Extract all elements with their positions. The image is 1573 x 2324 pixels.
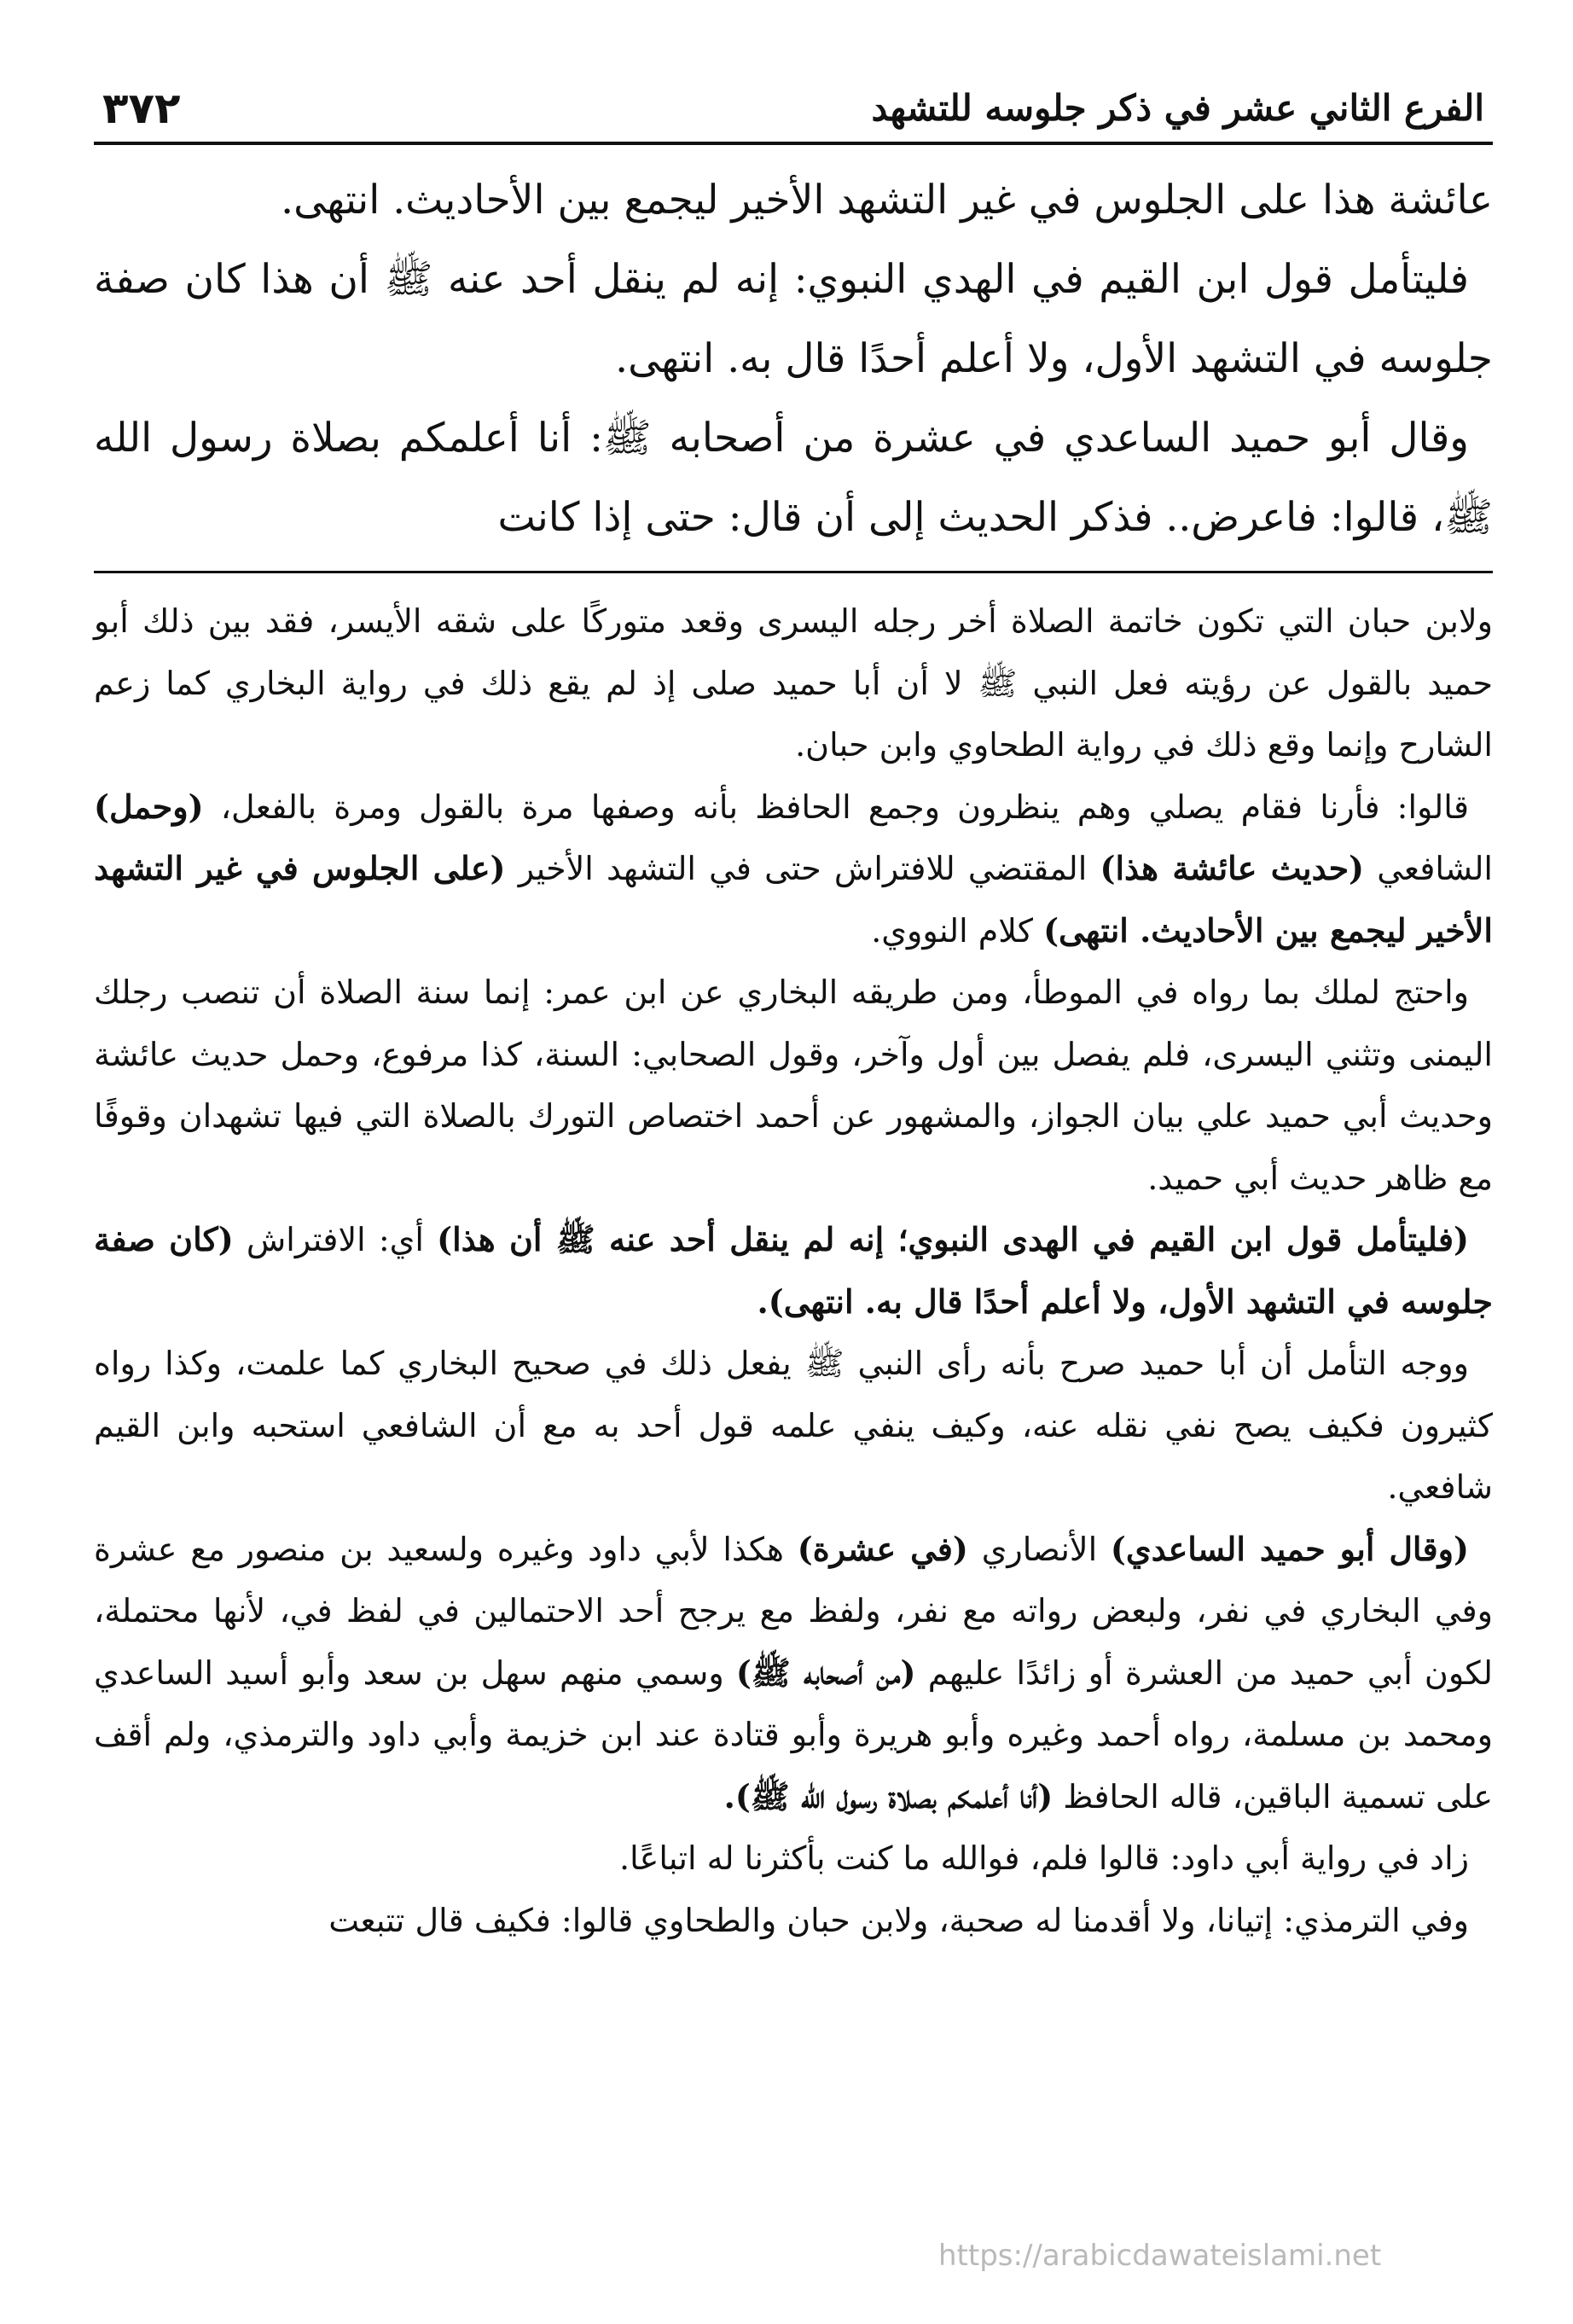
commentary-text: واحتج لملك بما رواه في الموطأ، ومن طريقه البخاري عن ابن عمر: إنما سنة الصلاة أن تنصب رجلك اليمنى وتثني اليسرى، فلم يفصل بين أول وآخر، وقول الصحابي: السنة، كذا مرفوع، وحمل حديث عائشة وحديث أبي حميد علي بيان الجواز، والمشهور عن أحمد اختصاص التورك بالصلاة التي فيها تشهدان وقوفًا مع ظاهر حديث أبي حميد.	[94, 973, 1493, 1197]
commentary-paragraph	[94, 776, 1493, 962]
commentary	[94, 590, 1493, 1951]
commentary-paragraph	[94, 1333, 1493, 1519]
book-page	[94, 51, 1493, 1951]
quoted-text: (حديث عائشة هذا)	[1100, 849, 1365, 887]
main-text	[94, 160, 1493, 557]
quoted-text: (فليتأمل قول ابن القيم في الهدى النبوي؛ إنه لم ينقل أحد عنه ﷺ أن هذا)	[437, 1220, 1469, 1258]
section-divider	[94, 571, 1493, 573]
main-paragraph: عائشة هذا على الجلوس في غير التشهد الأخير ليجمع بين الأحاديث. انتهى.	[281, 177, 1493, 224]
page-header	[94, 51, 1493, 145]
quoted-text: (في عشرة)	[797, 1529, 968, 1568]
quoted-text: (على الجلوس في غير التشهد الأخير ليجمع بين الأحاديث. انتهى)	[94, 849, 1493, 950]
commentary-text: الأنصاري	[967, 1530, 1111, 1568]
commentary-paragraph	[94, 1209, 1493, 1333]
page-number: ٣٧٢	[102, 84, 181, 133]
commentary-text: قالوا: فأرنا فقام يصلي وهم ينظرون وجمع الحافظ بأنه وصفها مرة بالقول ومرة بالفعل،	[203, 787, 1469, 826]
commentary-text: وفي الترمذي: إتيانا، ولا أقدمنا له صحبة، ولابن حبان والطحاوي قالوا: فكيف قال تتبعت	[328, 1901, 1469, 1939]
commentary-text: ووجه التأمل أن أبا حميد صرح بأنه رأى النبي ﷺ يفعل ذلك في صحيح البخاري كما علمت، وكذا رواه كثيرون فكيف يصح نفي نقله عنه، وكيف ينفي علمه قول أحد به مع أن الشافعي استحبه وابن القيم شافعي.	[94, 1345, 1493, 1506]
watermark: https://arabicdawateislami.net	[938, 2239, 1382, 2273]
quoted-text: (كان صفة جلوسه في التشهد الأول، ولا أعلم أحدًا قال به. انتهى).	[94, 1220, 1493, 1321]
commentary-paragraph	[94, 1827, 1493, 1890]
commentary-text: كلام النووي.	[871, 911, 1044, 950]
commentary-text: هكذا لأبي داود وغيره ولسعيد بن منصور مع عشرة وفي البخاري في نفر، ولبعض رواته مع نفر، ولفظ مع يرجح أحد الاحتمالين في لفظ في، لأنها محتملة، لكون أبي حميد من العشرة أو زائدًا عليهم	[94, 1530, 1494, 1692]
commentary-paragraph	[94, 1519, 1493, 1828]
commentary-text: ولابن حبان التي تكون خاتمة الصلاة أخر رجله اليسرى وقعد متوركًا على شقه الأيسر، فقد بين ذلك أبو حميد بالقول عن رؤيته فعل النبي ﷺ لا أن أبا حميد صلى إذ لم يقع ذلك في رواية البخاري كما زعم الشارح وإنما وقع ذلك في رواية الطحاوي وابن حبان.	[94, 602, 1493, 764]
commentary-text: المقتضي للافتراش حتى في التشهد الأخير	[505, 850, 1100, 887]
commentary-text: الشافعي	[1364, 850, 1493, 887]
quoted-text: (وقال أبو حميد الساعدي)	[1110, 1529, 1470, 1568]
running-title: الفرع الثاني عشر في ذكر جلوسه للتشهد	[871, 86, 1484, 129]
commentary-paragraph	[94, 1890, 1493, 1952]
quoted-text: (أنا أعلمكم بصلاة رسول الله ﷺ).	[723, 1776, 1054, 1816]
quoted-text: (من أصحابه ﷺ)	[735, 1653, 916, 1692]
quoted-text: (وحمل)	[94, 787, 204, 826]
commentary-text: وسمي منهم سهل بن سعد وأبو أسيد الساعدي ومحمد بن مسلمة، رواه أحمد وغيره وأبو هريرة وأبو قتادة عند ابن خزيمة وأبي داود والترمذي، ولم أقف على تسمية الباقين، قاله الحافظ	[94, 1653, 1493, 1816]
commentary-paragraph	[94, 590, 1493, 776]
commentary-text: زاد في رواية أبي داود: قالوا فلم، فوالله ما كنت بأكثرنا له اتباعًا.	[619, 1839, 1469, 1877]
main-paragraph: فليتأمل قول ابن القيم في الهدي النبوي: إنه لم ينقل أحد عنه ﷺ أن هذا كان صفة جلوسه في التشهد الأول، ولا أعلم أحدًا قال به. انتهى.	[94, 256, 1493, 382]
main-paragraph: وقال أبو حميد الساعدي في عشرة من أصحابه ﷺ: أنا أعلمكم بصلاة رسول الله ﷺ، قالوا: فاعرض.. فذكر الحديث إلى أن قال: حتى إذا كانت	[94, 415, 1493, 541]
commentary-text: أي: الافتراش	[233, 1221, 438, 1258]
commentary-paragraph	[94, 962, 1493, 1209]
